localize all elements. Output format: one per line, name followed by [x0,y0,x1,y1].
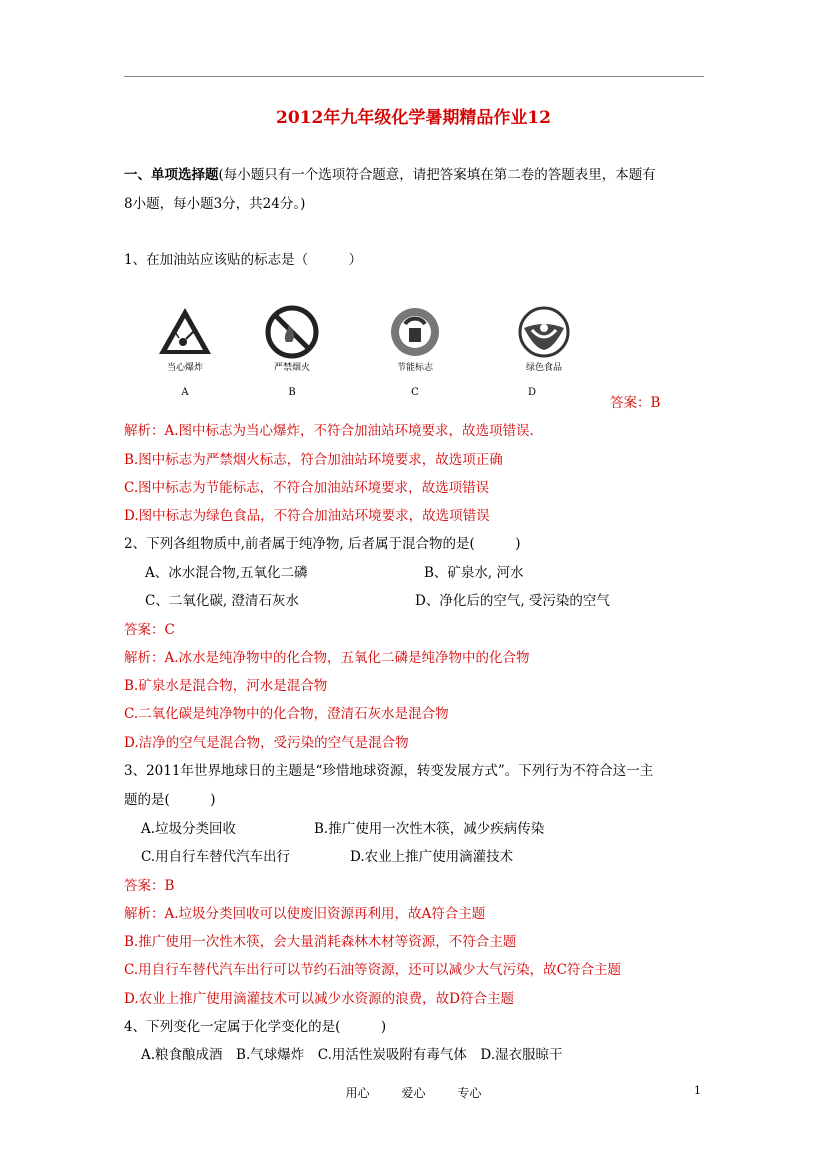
q1-analysis-4: D.图中标志为绿色食品，不符合加油站环境要求，故选项错误 [124,508,490,524]
footer-item: 爱心 [401,1086,426,1100]
page-number: 1 [694,1084,701,1097]
section-heading: 一、单项选择题 [124,167,219,183]
q1-analysis-1: 解析：A.图中标志为当心爆炸，不符合加油站环境要求，故选项错误. [124,423,534,439]
footer-item: 专心 [457,1086,482,1100]
q3-answer: 答案：B [124,878,175,894]
q2-option-b: B、矿泉水, 河水 [424,565,524,581]
q2-analysis-2: B.矿泉水是混合物，河水是混合物 [124,678,328,694]
q2-option-d: D、净化后的空气, 受污染的空气 [415,593,610,609]
q4-stem: 4、下列变化一定属于化学变化的是( ) [124,1019,387,1035]
sign-letter-b: B [288,387,296,398]
sign-caption: 严禁烟火 [273,363,310,373]
sign-caption: 绿色食品 [525,363,562,373]
sign-letter-a: A [181,387,189,398]
q3-stem-2: 题的是( ) [124,792,216,808]
q3-option-d: D.农业上推广使用滴灌技术 [350,849,514,865]
no-fire-icon [262,304,322,360]
q2-answer: 答案：C [124,622,175,638]
footer [0,1084,827,1101]
q3-analysis-3: C.用自行车替代汽车出行可以节约石油等资源，还可以减少大气污染，故C符合主题 [124,962,621,978]
sign-caption: 当心爆炸 [166,363,203,373]
sign-letter-c: C [411,387,419,398]
q3-option-b: B.推广使用一次性木筷，减少疾病传染 [314,821,545,837]
q3-option-c: C.用自行车替代汽车出行 [141,849,291,865]
q2-stem: 2、下列各组物质中,前者属于纯净物, 后者属于混合物的是( ) [124,536,521,552]
sign-no-fire [252,304,332,373]
q2-analysis-3: C.二氧化碳是纯净物中的化合物，澄清石灰水是混合物 [124,706,449,722]
q1-analysis-2: B.图中标志为严禁烟火标志，符合加油站环境要求，故选项正确 [124,452,503,468]
sign-letter-d: D [527,387,537,398]
sign-green-food [504,304,584,373]
q1-answer: 答案：B [610,395,661,411]
header-rule [124,76,704,77]
section-heading-line [124,166,656,184]
section-note: (每小题只有一个选项符合题意，请把答案填在第二卷的答题表里，本题有 [218,167,656,183]
q3-option-a: A.垃圾分类回收 [141,821,237,837]
q2-analysis-4: D.洁净的空气是混合物，受污染的空气是混合物 [124,735,409,751]
q3-analysis-1: 解析：A.垃圾分类回收可以使废旧资源再利用，故A符合主题 [124,906,486,922]
sign-energy [375,304,455,373]
q1-stem: 1、在加油站应该贴的标志是（ ） [124,252,363,268]
q3-analysis-4: D.农业上推广使用滴灌技术可以减少水资源的浪费，故D符合主题 [124,991,514,1007]
q1-analysis-3: C.图中标志为节能标志，不符合加油站环境要求，故选项错误 [124,480,490,496]
footer-item: 用心 [345,1086,370,1100]
q3-stem-1: 3、2011年世界地球日的主题是“珍惜地球资源，转变发展方式”。下列行为不符合这一主 [124,763,654,779]
sign-explosion [145,304,225,373]
section-note-2: 8小题，每小题3分，共24分。) [124,196,306,212]
q2-option-c: C、二氧化碳, 澄清石灰水 [145,593,299,609]
q3-analysis-2: B.推广使用一次性木筷，会大量消耗森林木材等资源，不符合主题 [124,934,517,950]
explosion-warning-icon [155,304,215,360]
energy-saving-icon [385,304,445,360]
page-title: 2012年九年级化学暑期精品作业12 [276,108,551,128]
q4-options: A.粮食酿成酒 B.气球爆炸 C.用活性炭吸附有毒气体 D.湿衣服晾干 [141,1047,563,1063]
sign-caption: 节能标志 [396,363,433,373]
green-food-icon [514,304,574,360]
q2-analysis-1: 解析：A.冰水是纯净物中的化合物，五氧化二磷是纯净物中的化合物 [124,650,530,666]
q2-option-a: A、冰水混合物,五氧化二磷 [145,565,308,581]
